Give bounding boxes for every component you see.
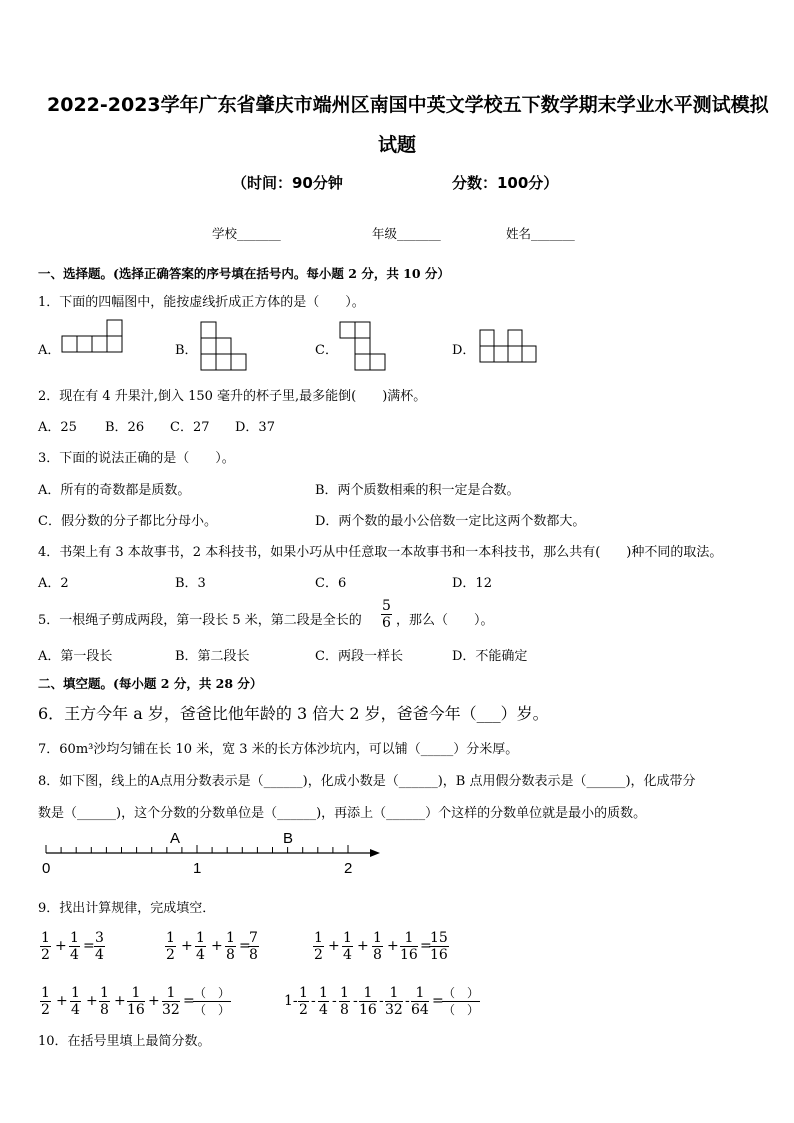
minus: -	[405, 993, 410, 1009]
score-info: 分数：100分）	[452, 174, 559, 192]
q1-option-d: D．	[452, 343, 476, 358]
question-8-line2: 数是（______)，这个分数的分数单位是（______)，再添上（______）个这样的分数单位就是最小的质数。	[38, 806, 647, 821]
answer-blank[interactable]: （ ）	[443, 1003, 480, 1017]
question-10: 10．在括号里填上最简分数。	[38, 1034, 211, 1049]
plus: +	[211, 938, 223, 954]
frac: $\frac{7}{8}$	[249, 930, 258, 963]
frac: $\frac{15}{16}$	[430, 930, 448, 963]
frac: $\frac{1}{8}$	[226, 930, 235, 963]
name-field: 姓名_______	[506, 226, 575, 241]
plus: +	[387, 938, 399, 954]
frac: $\frac{1}{2}$	[299, 985, 308, 1018]
equals: =	[239, 938, 251, 954]
frac: $\frac{1}{32}$	[385, 985, 403, 1018]
frac: $\frac{1}{4}$	[319, 985, 328, 1018]
tick-label-1: 1	[193, 860, 202, 877]
frac: $\frac{1}{2}$	[166, 930, 175, 963]
answer-blank[interactable]: （ ）	[194, 1003, 231, 1017]
plus: +	[114, 993, 126, 1009]
tick-label-2: 2	[344, 860, 353, 877]
plus: +	[86, 993, 98, 1009]
frac: $\frac{1}{16}$	[359, 985, 377, 1018]
q3-option-a: A．所有的奇数都是质数。	[38, 483, 191, 498]
question-4: 4．书架上有 3 本故事书，2 本科技书，如果小巧从中任意取一本故事书和一本科技书，那么共有( )种不同的取法。	[38, 545, 723, 560]
frac: $\frac{1}{8}$	[340, 985, 349, 1018]
tick-label-0: 0	[42, 860, 51, 877]
answer-fraction-1[interactable]	[193, 985, 231, 1018]
q2-option-b: B．26	[105, 420, 145, 435]
q3-option-c: C．假分数的分子都比分母小。	[38, 514, 217, 529]
time-info: （时间：90分钟	[232, 174, 343, 192]
frac: $\frac{1}{16}$	[127, 985, 145, 1018]
q2-option-a: A．25	[38, 420, 77, 435]
q1-option-b: B．	[175, 343, 198, 358]
cube-net-b	[201, 320, 249, 372]
q1-option-c: C．	[315, 343, 338, 358]
frac: $\frac{1}{16}$	[400, 930, 418, 963]
page-title: 2022-2023学年广东省肇庆市端州区南国中英文学校五下数学期末学业水平测试模拟	[47, 94, 769, 116]
equals: =	[420, 938, 432, 954]
frac: $\frac{1}{2}$	[41, 930, 50, 963]
number-line	[36, 830, 386, 880]
minus: -	[353, 993, 358, 1009]
q4-option-c: C．6	[315, 576, 347, 591]
q4-option-d: D．12	[452, 576, 492, 591]
q1-option-a: A．	[38, 343, 61, 358]
frac: $\frac{1}{2}$	[314, 930, 323, 963]
q5-option-d: D．不能确定	[452, 649, 528, 664]
plus: +	[357, 938, 369, 954]
q5-fraction	[381, 598, 392, 631]
point-a-label: A	[170, 830, 181, 847]
school-field: 学校_______	[212, 226, 281, 241]
question-3: 3．下面的说法正确的是（ ）。	[38, 451, 235, 466]
page-title-line2: 试题	[378, 134, 417, 156]
question-5-tail: ，那么（ ）。	[396, 613, 494, 628]
question-5: 5．一根绳子剪成两段，第一段长 5 米，第二段是全长的	[38, 613, 362, 628]
section2-heading: 二、填空题。(每小题 2 分，共 28 分）	[38, 676, 263, 691]
cube-net-d	[480, 328, 540, 364]
one-minus: 1-	[284, 993, 298, 1009]
q4-option-a: A．2	[38, 576, 69, 591]
minus: -	[332, 993, 337, 1009]
equals: =	[432, 993, 444, 1009]
minus: -	[379, 993, 384, 1009]
question-7: 7．60m³沙均匀铺在长 10 米，宽 3 米的长方体沙坑内，可以铺（_____）分米厚。	[38, 742, 519, 757]
q2-option-d: D．37	[235, 420, 275, 435]
q3-option-b: B．两个质数相乘的积一定是合数。	[315, 483, 520, 498]
equals: =	[183, 993, 195, 1009]
answer-blank[interactable]: （ ）	[194, 986, 231, 1000]
question-6: 6．王方今年 a 岁，爸爸比他年龄的 3 倍大 2 岁，爸爸今年（___）岁。	[38, 704, 549, 723]
question-1: 1．下面的四幅图中，能按虚线折成正方体的是（ ）。	[38, 295, 365, 310]
grade-field: 年级_______	[372, 226, 441, 241]
plus: +	[328, 938, 340, 954]
q3-option-d: D．两个数的最小公倍数一定比这两个数都大。	[315, 514, 586, 529]
plus: +	[55, 938, 67, 954]
plus: +	[56, 993, 68, 1009]
q5-option-c: C．两段一样长	[315, 649, 403, 664]
answer-blank[interactable]: （ ）	[443, 986, 480, 1000]
frac: $\frac{1}{2}$	[41, 985, 50, 1018]
frac: $\frac{1}{64}$	[411, 985, 429, 1018]
equals: =	[83, 938, 95, 954]
q5-frac-denominator: 6	[382, 615, 391, 631]
frac: $\frac{1}{4}$	[70, 930, 79, 963]
q5-option-a: A．第一段长	[38, 649, 113, 664]
frac: $\frac{1}{4}$	[71, 985, 80, 1018]
frac: $\frac{1}{8}$	[100, 985, 109, 1018]
q4-option-b: B．3	[175, 576, 206, 591]
frac: $\frac{3}{4}$	[95, 930, 104, 963]
q2-option-c: C．27	[170, 420, 210, 435]
cube-net-c	[340, 320, 390, 372]
point-b-label: B	[283, 830, 294, 847]
section1-heading: 一、选择题。(选择正确答案的序号填在括号内。每小题 2 分，共 10 分）	[38, 266, 450, 281]
frac: $\frac{1}{4}$	[343, 930, 352, 963]
cube-net-a	[62, 320, 124, 356]
question-9: 9．找出计算规律，完成填空．	[38, 901, 216, 916]
q5-frac-numerator: 5	[382, 598, 391, 614]
frac: $\frac{1}{4}$	[196, 930, 205, 963]
q5-option-b: B．第二段长	[175, 649, 250, 664]
frac: $\frac{1}{8}$	[373, 930, 382, 963]
answer-fraction-2[interactable]	[442, 985, 480, 1018]
frac: $\frac{1}{32}$	[162, 985, 180, 1018]
plus: +	[148, 993, 160, 1009]
minus: -	[311, 993, 316, 1009]
question-8-line1: 8．如下图，线上的A点用分数表示是（______)，化成小数是（______)，B 点用假分数表示是（______)，化成带分	[38, 774, 696, 789]
question-2: 2．现在有 4 升果汁,倒入 150 毫升的杯子里,最多能倒( )满杯。	[38, 389, 427, 404]
plus: +	[181, 938, 193, 954]
